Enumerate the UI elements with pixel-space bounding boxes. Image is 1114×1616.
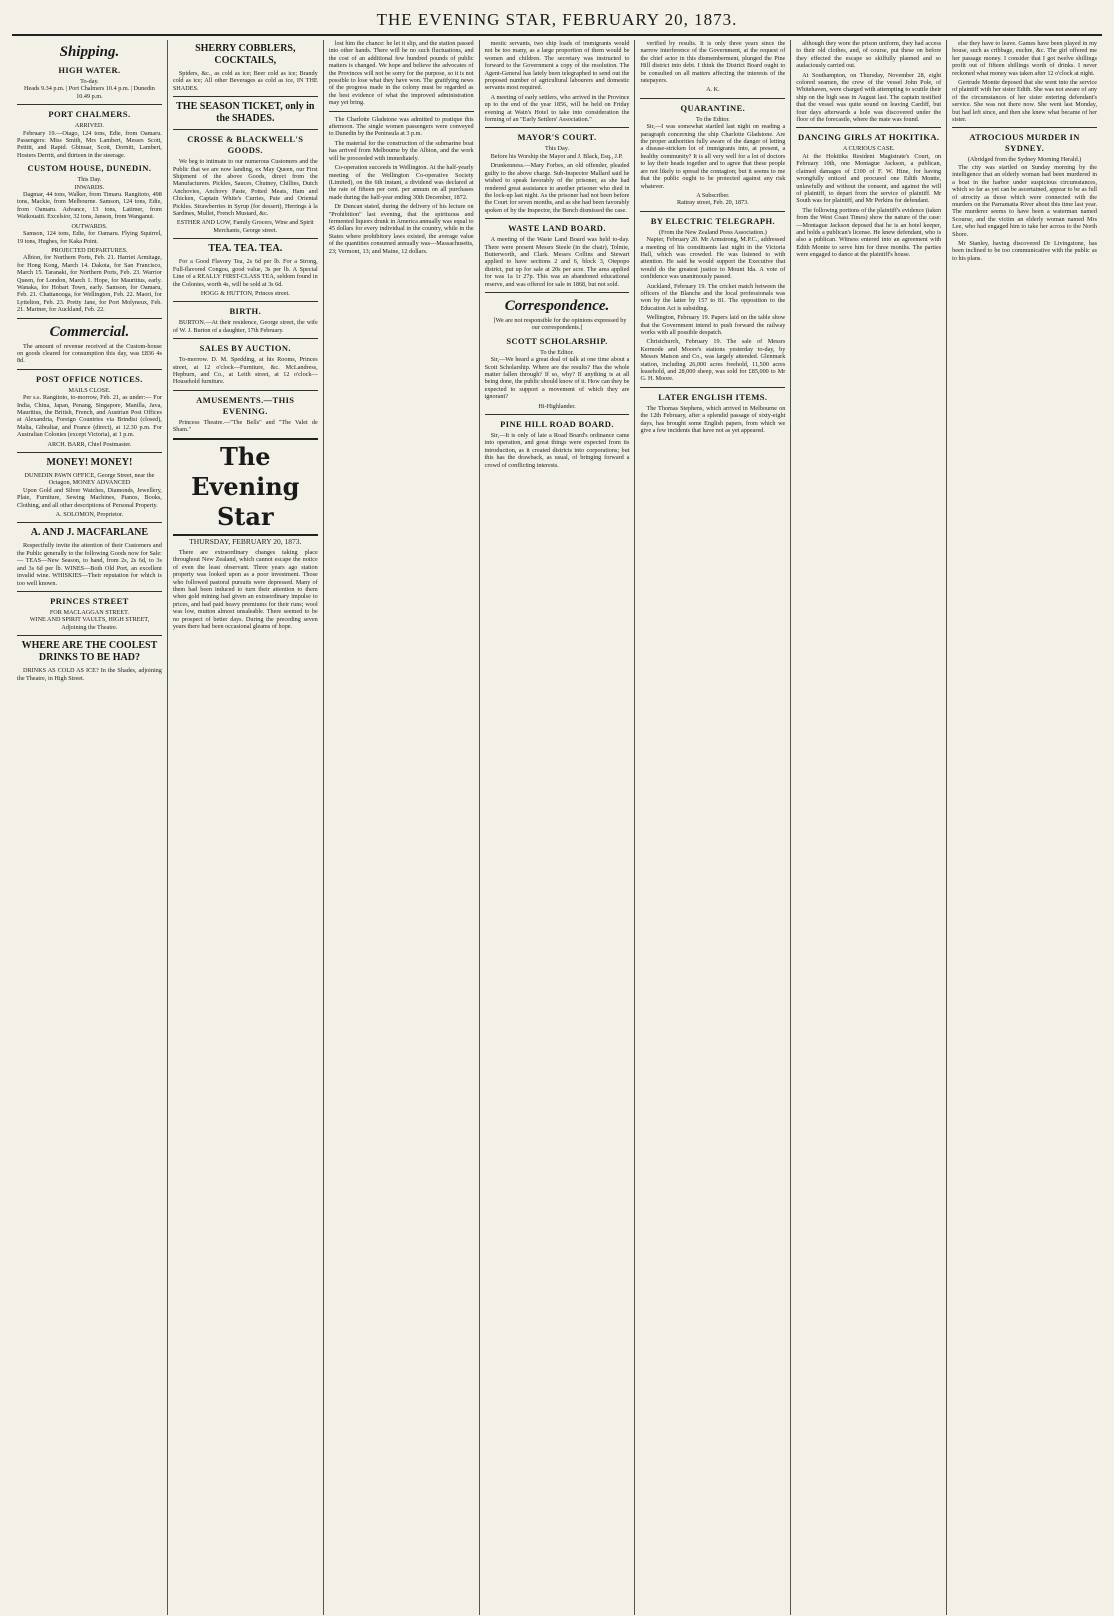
quarantine-date: Rattray street, Feb. 20, 1873. bbox=[676, 199, 749, 207]
inwards-text: Dagmar, 44 tons, Walker, from Timaru. Rangitoto, 498 tons, Mackie, from Melbourne. Samson, 124 tons, Edie, from Oamaru. Advance, 13 tons, Latimer, from Waikouaiti. Excelsior, 32 tons, Janson, from Wanganui. bbox=[17, 191, 162, 221]
port-heading: PORT CHALMERS. bbox=[48, 109, 131, 120]
napier-item: Napier, February 20. Mr Armstrong, M.P.C., addressed a meeting of his constituents last night in the Victoria Hall, which was crowded. He was listened to with attention. He said he would support the Executive that would do the greatest justice to Mount Ida. A vote of confidence was unanimously passed. bbox=[640, 236, 786, 281]
tea-ad-footer: HOGG & HUTTON, Princes street. bbox=[200, 289, 290, 297]
amusements-text: Princess Theatre.—"The Bells" and "The Valet de Sham." bbox=[172, 418, 318, 434]
pine-hill-signature: A. K. bbox=[706, 86, 720, 94]
money-ad-heading: MONEY! MONEY! bbox=[46, 457, 133, 469]
money-ad-text: Upon Gold and Silver Watches, Diamonds, Jewellery, Plate, Furniture, Sewing Machines, Pianos, Books, Clothing, and all other descriptions of Personal Property. bbox=[17, 486, 162, 509]
scott-scholarship-heading: SCOTT SCHOLARSHIP. bbox=[506, 335, 608, 346]
customs-heading: CUSTOM HOUSE, DUNEDIN. bbox=[27, 163, 152, 174]
column-5 bbox=[635, 40, 791, 1615]
post-office-heading: POST OFFICE NOTICES. bbox=[36, 373, 143, 384]
mayors-court-intro: Before his Worship the Mayor and J. Black, Esq., J.P. bbox=[490, 152, 623, 160]
mayors-court-text: Drunkenness.—Mary Forbes, an old offender, pleaded guilty to the above charge. Sub-Inspector Mallard said he wished to speak favorably of the prisoner, as she had rendered great assistance to another prisoner who died in the lock-up last night. As the prisoner had not been before the Court for seven months, and as she had been favorably spoken of by the Inspector, the Bench dismissed the case. bbox=[484, 162, 630, 214]
macfarlane-ad-heading: A. AND J. MACFARLANE bbox=[30, 527, 149, 539]
pine-hill-text: Sir,—It is only of late a Road Board's ordinance came into operation, and great things were expected from its introduction, as it created districts into corporations; but this has the drawback, as usual, of bringing forward a crowd of conflicting interests. bbox=[484, 432, 630, 469]
correspondence-note: [We are not responsible for the opinions expressed by our correspondents.] bbox=[493, 316, 627, 332]
wellington-item: Wellington, February 19. Papers laid on the table show that the Government intend to push forward the railway works with all possible despatch. bbox=[640, 314, 786, 336]
crosse-blackwell-footer: ESTHER AND LOW, Family Grocers, Wine and Spirit Merchants, George street. bbox=[176, 219, 314, 234]
outwards-heading: OUTWARDS. bbox=[71, 222, 108, 230]
sales-text: To-morrow. D. M. Spedding, at his Rooms, Princes street, at 12 o'clock—Furniture, &c. McLandress, Hepburn, and Co., at Leith street, at 12 o'clock—Household furniture. bbox=[172, 356, 318, 386]
column-3 bbox=[324, 40, 480, 1615]
quarantine-signature: A Subscriber. bbox=[696, 191, 730, 199]
pine-hill-heading: PINE HILL ROAD BOARD. bbox=[500, 419, 614, 430]
later-english-heading: LATER ENGLISH ITEMS. bbox=[658, 391, 768, 402]
princes-street-subheading: FOR MACLAGGAN STREET. bbox=[49, 608, 129, 616]
column-2 bbox=[168, 40, 324, 1615]
princes-street-heading: PRINCES STREET bbox=[50, 595, 129, 606]
high-water-times: Heads 9.34 p.m. | Port Chalmers 10.4 p.m. | Dunedin 10.49 p.m. bbox=[24, 85, 155, 100]
high-water-heading: HIGH WATER. bbox=[58, 65, 121, 75]
shipping-heading: Shipping. bbox=[59, 44, 120, 60]
column-4 bbox=[480, 40, 636, 1615]
paper-title: The Evening Star bbox=[173, 438, 318, 536]
prison-item: although they wore the prison uniform, they had access to their old clothes, and, of course, put these on before they effected the escape so skilfully planned and so audaciously carried out. bbox=[796, 40, 942, 70]
sydney-murder-subheading: (Abridged from the Sydney Morning Herald.) bbox=[967, 156, 1082, 164]
columns bbox=[12, 40, 1102, 1615]
early-settlers-item: A meeting of early settlers, who arrived in the Province up to the end of the year 1856, will be held on Friday evening at Wain's Hotel to take into consideration the forming of an "Early Settlers' Association." bbox=[484, 93, 630, 124]
macfarlane-ad-text: Respectfully invite the attention of their Customers and the Public generally to the following Goods now for Sale:— TEAS—New Season, to hand, from 2s, 2s 6d, to 3s and 3s 6d per lb. WINES—Both Old Port, an excellent invalid wine. WHISKIES—Their reputation for which is too well known. bbox=[17, 542, 162, 587]
quarantine-heading: QUARANTINE. bbox=[680, 102, 746, 113]
projected-text: Albion, for Northern Ports, Feb. 21. Harriet Armitage, for Hong Kong, March 14. Dakota, for San Francisco, March 15. Taranaki, for Northern Ports, Feb. 23. Warrior Queen, for London, March 1. Hope, for Mauritius, early. Wanaka, for Hobart Town, early. Samson, for Oamaru, Feb. 21. Chattanooga, for Wellington, Feb. 22. Maori, for Lyttelton, Feb. 23. Pretty Jane, for Port Molyneux, Feb. 21. Mariner, for Auckland, Feb. 22. bbox=[17, 254, 162, 314]
scott-scholarship-text: Sir,—We heard a great deal of talk at one time about a Scott Scholarship. Where are the results? Has the whole matter fallen through? If so, why? If anything is at all being done, the public should know of it. How can they be expected to support a movement of which they are ignorant? bbox=[484, 356, 630, 401]
crosse-blackwell-heading: CROSSE & BLACKWELL'S GOODS. bbox=[187, 134, 304, 156]
lead-article-continued: lost him the chance: he let it slip, and the station passed into other hands. There will be no such fluctuations, and the cost of an additional few hundred pounds of public matters is changed. We hope and believe the advocates of the Provinces will not be sorry for the purpose, so it is not possible to lose what they have won. The gratifying news of the progress made in the colony must be regarded as the best evidence of what the improved administration may yet bring. bbox=[328, 40, 474, 107]
coolest-drinks-text: DRINKS AS COLD AS ICE? In the Shades, adjoining the Theatre, in High Street. bbox=[17, 667, 162, 682]
high-water-subheading: To-day. bbox=[80, 78, 99, 85]
gladstone-item: The Charlotte Gladstone was admitted to pratique this afternoon. The single women passengers were conveyed to Dunedin by the Peninsula at 3 p.m. bbox=[328, 115, 474, 138]
arrived-heading: ARRIVED. bbox=[74, 122, 104, 130]
birth-heading: BIRTH. bbox=[229, 306, 262, 317]
telegraph-subheading: (From the New Zealand Press Association.) bbox=[658, 228, 767, 236]
scott-signature: Hi-Highlander. bbox=[538, 402, 576, 410]
stanley-item: Mr Stanley, having discovered Dr Livingstone, has been inclined to be too communicative with the public as to his plans. bbox=[952, 239, 1098, 262]
quarantine-text: Sir,—I was somewhat startled last night on reading a paragraph concerning the ship Charlotte Gladstone. Are the proper authorities fully aware of the danger of letting a disease-stricken lot of immigrants into, at present, a healthy community? It is all very well for a lot of doctors to lay their heads together and to agree that these people are not likely to spread the contagion; but it seems to me that the public ought to be protected against any risk whatever. bbox=[640, 123, 786, 190]
cooperation-item: Co-operation succeeds in Wellington. At the half-yearly meeting of the Wellington Co-operative Society (Limited), on the 6th instant, a dividend was declared at the rate of fifteen per cent. per annum on all purchases made during the half-year ending 30th December, 1872. bbox=[328, 164, 474, 201]
mails-heading: MAILS CLOSE. bbox=[68, 386, 111, 394]
dancing-girls-heading: DANCING GIRLS AT HOKITIKA. bbox=[798, 132, 940, 143]
column-1 bbox=[12, 40, 168, 1615]
inwards-heading: INWARDS. bbox=[74, 183, 105, 191]
sales-heading: SALES BY AUCTION. bbox=[199, 343, 291, 354]
commercial-heading: Commercial. bbox=[49, 323, 130, 340]
money-ad-subheading: DUNEDIN PAWN OFFICE, George Street, near the Octagon, MONEY ADVANCED bbox=[24, 472, 155, 487]
amusements-heading: AMUSEMENTS.—THIS EVENING. bbox=[196, 394, 295, 416]
immigrants-item: mestic servants, two ship loads of immigrants would not be too many, as a large proportion of them would be women and children. The secretary was instructed to forward to the Government a copy of the resolution. The Agent-General has lately been telegraphed to send out the proposed number of agricultural labourers and domestic servants most required. bbox=[484, 40, 630, 92]
season-ticket-heading: THE SEASON TICKET, only in the SHADES. bbox=[176, 101, 315, 125]
paper-date: THURSDAY, FEBRUARY 20, 1873. bbox=[189, 536, 302, 546]
wine-vaults-heading: WINE AND SPIRIT VAULTS, HIGH STREET, Adjoining the Theatre. bbox=[29, 616, 150, 631]
christchurch-item: Christchurch, February 19. The sale of Messrs Kermode and Moore's stations yesterday to-day, by Messrs Matson and Co., was largely attended. Glenmark station, including 26,000 acres freehold, 11,500 acres leasehold, and 28,000 sheep, was sold for £85,000 to Mr G. H. Moore. bbox=[640, 338, 786, 383]
arrived-text: February 19.—Otago, 124 tons, Edie, from Oamaru. Passengers: Miss Smith, Mrs Lambert, Messrs Scott, Pettitt, and Rapid. Gbinuar, Scott, Dornitt, Lambert, Hosters Derritt, and thirteen in the steerage. bbox=[17, 129, 162, 159]
mails-text: Per s.s. Rangitoto, to-morrow, Feb. 21, as under:— For India, China, Japan, Penang, Singapore, Manilla, Java, Mauritius, the British, French, and Austrian Post Offices at Alexandria, Foreign Countries via Brindisi (closed), Malta, Gibraltar, and France (direct), at 12.30 p.m. For Australian Colonies (except Victoria), at 1 p.m. bbox=[17, 394, 162, 439]
waste-land-heading: WASTE LAND BOARD. bbox=[508, 223, 606, 234]
sherry-ad-heading: SHERRY COBBLERS, COCKTAILS, bbox=[195, 43, 296, 66]
commercial-text: The amount of revenue received at the Custom-house on goods cleared for consumption this day, was £836 4s 8d. bbox=[17, 342, 162, 365]
money-ad-footer: A. SOLOMON, Proprietor. bbox=[55, 511, 124, 519]
dancing-girls-subheading: A CURIOUS CASE. bbox=[842, 145, 895, 153]
lead-article-text: There are extraordinary changes taking place throughout New Zealand, which cannot escape the notice of even the least observant. Three years ago station property was looked upon as a poor investment. Those who followed pastoral pursuits were depressed. Many of them had been induced to turn their attention to them when gold mining had given an extraordinary impulse to prices, and had paid heavy premiums for their runs; wool was low, mutton almost unsaleable. There seemed to be no prospect of better days. During the preceding seven years there had been occasional gleams of hope. bbox=[172, 548, 318, 631]
scott-to-editor: To the Editor. bbox=[540, 348, 574, 356]
masthead: THE EVENING STAR, FEBRUARY 20, 1873. bbox=[12, 10, 1102, 36]
telegraph-heading: BY ELECTRIC TELEGRAPH. bbox=[650, 215, 776, 226]
column-6 bbox=[791, 40, 947, 1615]
dancing-girls-continued: else they have to leave. Games have been played in my house, such as cribbage, euchre, &c. The girl offered me her passage money. I consider that I got twelve shillings profit out of fifteen shillings worth of drinks. I never reckoned what money was taken after 12 o'clock at night. bbox=[952, 40, 1098, 77]
southampton-item: At Southampton, on Thursday, November 28, eight colored seamen, the crew of the vessel John Pole, of Whitehaven, were charged with attempting to scuttle their ship on the high seas in August last. The captain testified that the vessel was quite sound on leaving Cardiff, but four days afterwards a hole was discovered under the floor of the forecastle, where the mate was found. bbox=[796, 71, 942, 124]
pine-hill-continued: verified by results. It is only three years since the narrow interference of the Government, at the request of the chief actor in this dismemberment, plunged the Pine Hill district into debt. I think the District Board ought to be consulted on all matters affecting the interests of the ratepayers. bbox=[640, 40, 786, 85]
sydney-murder-heading: ATROCIOUS MURDER IN SYDNEY. bbox=[969, 132, 1080, 154]
projected-heading: PROJECTED DEPARTURES. bbox=[51, 246, 128, 254]
gertrude-evidence: Gertrude Montte deposed that she went into the service of plaintiff with her sister Edith. She was not aware of any of the circumstances of her sister entering defendant's service. She was not there now. She went last Monday, but had left since, and then she knew what became of her sister. bbox=[952, 79, 1098, 124]
tea-ad-text: For a Good Flavory Tea, 2s 6d per lb. For a Strong, Full-flavored Congou, good value, 3s per lb. A Special Line of a REALLY FIRST-CLASS TEA, seldom found in the Colonies, worth 4s, will be sold at 3s 6d. bbox=[172, 258, 318, 288]
correspondence-heading: Correspondence. bbox=[504, 297, 610, 314]
crosse-blackwell-text: We beg to intimate to our numerous Customers and the Public that we are now landing, ex May Queen, our First Shipment of the above Goods, direct from the Manufacturers. Pickles, Sauces, Chutney, Chillies, Dutch Anchovies, Anchovy Paste, Potted Meats, Ham and Chicken, Captain White's Curries, Pate and Oriental Pickles. Strawberries in Syrup (for dessert), Herrings à la Sardines, Mullet, French Mustard, &c. bbox=[172, 158, 318, 218]
sydney-murder-text: The city was startled on Sunday morning by the intelligence that an elderly woman had been murdered in a boat in the harbor under suspicious circumstances, which so far as yet can be ascertained, appear to be as full of atrocity as those which were connected with the murders on the Parramatta River about this time last year. The murderer seems to have been a waterman named Scourse, and the victim an elderly woman named Mrs Lee, who had engaged him to take her across to the North Shore. bbox=[952, 163, 1098, 238]
mayors-court-heading: MAYOR'S COURT. bbox=[517, 132, 597, 143]
tea-ad-heading: TEA. TEA. TEA. bbox=[208, 243, 283, 255]
customs-subheading: This Day. bbox=[77, 176, 102, 184]
dancing-girls-text: At the Hokitika Resident Magistrate's Court, on February 10th, one Montague Jackson, a publican, claimed damages of £100 of F. W. Hine, for having wrongfully enticed and procured one Edith Montte, unlawfully and without the consent, and against the will of plaintiff, to depart from the service of plaintiff. Mr South was for plaintiff, and Mr Perkins for defendant. bbox=[796, 152, 942, 205]
material-item: The material for the construction of the submarine boat has arrived from Melbourne by the Albion, and the work will be proceeded with immediately. bbox=[328, 139, 474, 162]
later-english-text: The Thomas Stephens, which arrived in Melbourne on the 12th February, after a splendid passage of sixty-eight days, has brought some English papers, from which we give a few incidents that have not as yet appeared. bbox=[640, 404, 786, 435]
mayors-court-subheading: This Day. bbox=[545, 145, 569, 153]
waste-land-text: A meeting of the Waste Land Board was held to-day. There were present Messrs Steele (in the chair), Tolmie, Butterworth, and Clark. Messrs Collins and Stewart applied to have sections 2 and 6, block 3, Otepopo district, put up for sale at 20s per acre. The area applied for was 1a 1r 27p. This was an abandoned educational reserve, and was offered for sale in 1868, but not sold. bbox=[484, 236, 630, 288]
outwards-text: Samson, 124 tons, Edie, for Oamaru. Flying Squirrel, 19 tons, Hughes, for Kaka Point. bbox=[17, 230, 162, 245]
auckland-item: Auckland, February 19. The cricket match between the officers of the Blanche and the local professionals was won by the latter by 157 to 81. The opposition to the Education Act is subsiding. bbox=[640, 282, 786, 312]
column-7 bbox=[947, 40, 1102, 1615]
sherry-ad-text: Spiders, &c., as cold as ice; Beer cold as ice; Brandy cold as ice; All other Beverages as cold as ice, IN THE SHADES. bbox=[172, 70, 318, 92]
quarantine-to-editor: To the Editor. bbox=[695, 115, 730, 123]
duncan-item: Dr Duncan stated, during the delivery of his lecture on "Prohibition" last evening, that the spirituous and fermented liquors drunk in America annually was equal to 45 dollars for every individual in the country, while in the States where prohibitory laws existed, the average value of the quantities consumed annually was—Massachusetts, 23; Vermont, 13; and Maine, 12 dollars. bbox=[328, 203, 474, 255]
coolest-drinks-heading: WHERE ARE THE COOLEST DRINKS TO BE HAD? bbox=[21, 640, 158, 664]
postmaster-signature: ARCH. BARR, Chief Postmaster. bbox=[47, 440, 132, 448]
dancing-girls-evidence: The following portions of the plaintiff's evidence (taken from the West Coast Times) show the nature of the case:—Montague Jackson deposed that he is an hotel keeper, and holds a publican's license. He knew defendant, who is also a publican. Witness entered into an agreement with Edith Montte to serve him for three months. The parties were engaged to dance at the plaintiff's house. bbox=[796, 206, 942, 259]
birth-text: BURTON.—At their residence, George street, the wife of W. J. Burton of a daughter, 17th February. bbox=[172, 319, 318, 334]
